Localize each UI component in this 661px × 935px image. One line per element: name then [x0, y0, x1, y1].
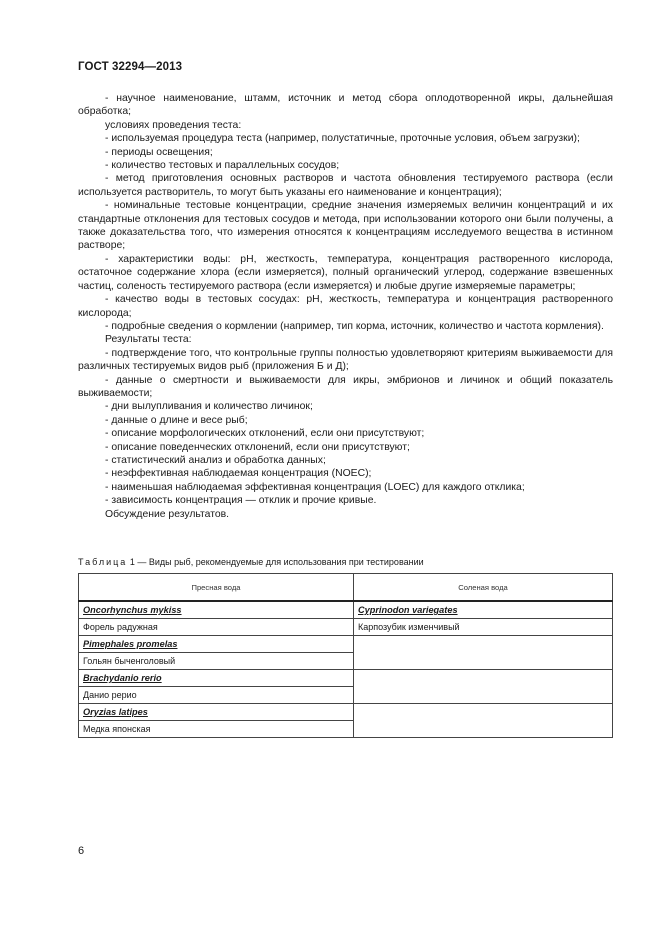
paragraph: - статистический анализ и обработка данных; — [105, 454, 326, 466]
paragraph: - подробные сведения о кормлении (например, тип корма, источник, количество и частота кормления). — [105, 320, 604, 332]
table-row — [79, 636, 613, 670]
paragraph: - описание поведенческих отклонений, если они присутствуют; — [105, 441, 410, 453]
paragraph: - количество тестовых и параллельных сосудов; — [105, 160, 340, 172]
paragraph: - подтверждение того, что контрольные группы полностью удовлетворяют критериям выживаемости для различных тестируемых видов рыб (приложения Б и Д); — [78, 347, 613, 373]
saltwater-cell — [354, 704, 613, 738]
common-name: Медка японская — [79, 720, 353, 737]
saltwater-cell — [354, 601, 613, 636]
paragraph: - периоды освещения; — [105, 146, 213, 158]
common-name: Гольян быченголовый — [79, 652, 353, 669]
paragraph: - используемая процедура теста (например, полустатичные, проточные условия, объем загрузки); — [105, 133, 580, 145]
paragraph: Результаты теста: — [105, 334, 192, 346]
table-row — [79, 704, 613, 738]
latin-name: Brachydanio rerio — [83, 673, 162, 683]
column-header-freshwater: Пресная вода — [79, 574, 354, 602]
paragraph: - научное наименование, штамм, источник и метод сбора оплодотворенной икры, дальнейшая обработка; — [78, 93, 613, 118]
column-header-saltwater: Соленая вода — [354, 574, 613, 602]
latin-name: Oryzias latipes — [83, 707, 148, 717]
freshwater-cell — [79, 601, 354, 636]
table-caption — [78, 557, 424, 567]
paragraph: - данные о смертности и выживаемости для икры, эмбрионов и личинок и общий показатель выживаемости; — [78, 374, 613, 399]
common-name: Данио рерио — [79, 686, 353, 703]
freshwater-cell — [79, 670, 354, 704]
paragraph: - данные о длине и весе рыб; — [105, 414, 248, 426]
freshwater-cell — [79, 636, 354, 670]
body-text — [78, 92, 613, 521]
paragraph: - наименьшая наблюдаемая эффективная концентрация (LOEC) для каждого отклика; — [105, 481, 525, 493]
paragraph: Обсуждение результатов. — [105, 508, 230, 520]
paragraph: - дни вылупливания и количество личинок; — [105, 401, 313, 413]
latin-name: Pimephales promelas — [83, 639, 178, 649]
paragraph: - номинальные тестовые концентрации, средние значения измеряемых величин концентраций и их стандартные отклонения для тестовых сосудов и метода, при использовании которого они были получены, а также доказательства того, что измерения относятся к концентрациям исследуемого вещества в истинном растворе; — [78, 200, 613, 252]
paragraph: - неэффективная наблюдаемая концентрация (NOEC); — [105, 468, 372, 480]
table-row — [79, 670, 613, 704]
species-table — [78, 573, 613, 738]
paragraph: - характеристики воды: pH, жесткость, температура, концентрация растворенного кислорода, остаточное содержание хлора (если измеряется), полный органический углерод, содержание взвешенных частиц, соленость тестируемого раствора (если измеряется) и любые другие измеряемые параметры; — [78, 253, 613, 292]
page-number: 6 — [78, 845, 85, 857]
table-row — [79, 601, 613, 636]
table-caption-text: 1 — Виды рыб, рекомендуемые для использования при тестировании — [129, 557, 424, 567]
paragraph: - зависимость концентрация — отклик и прочие кривые. — [105, 495, 377, 507]
paragraph: - описание морфологических отклонений, если они присутствуют; — [105, 428, 425, 440]
freshwater-cell — [79, 704, 354, 738]
paragraph: условиях проведения теста: — [105, 119, 242, 131]
saltwater-cell — [354, 636, 613, 670]
paragraph: - качество воды в тестовых сосудах: pH, жесткость, температура и концентрация растворенного кислорода; — [78, 294, 613, 319]
saltwater-cell — [354, 670, 613, 704]
table-header-row — [79, 574, 613, 602]
latin-name: Oncorhynchus mykiss — [83, 605, 182, 615]
latin-name: Cyprinodon variegates — [358, 605, 458, 615]
common-name: Карпозубик изменчивый — [354, 618, 612, 635]
document-header: ГОСТ 32294—2013 — [78, 61, 183, 73]
common-name: Форель радужная — [79, 618, 353, 635]
table-caption-label: Таблица — [78, 557, 128, 567]
paragraph: - метод приготовления основных растворов и частота обновления тестируемого раствора (если используется растворитель, то могут быть указаны его наименование и концентрация); — [78, 173, 613, 198]
